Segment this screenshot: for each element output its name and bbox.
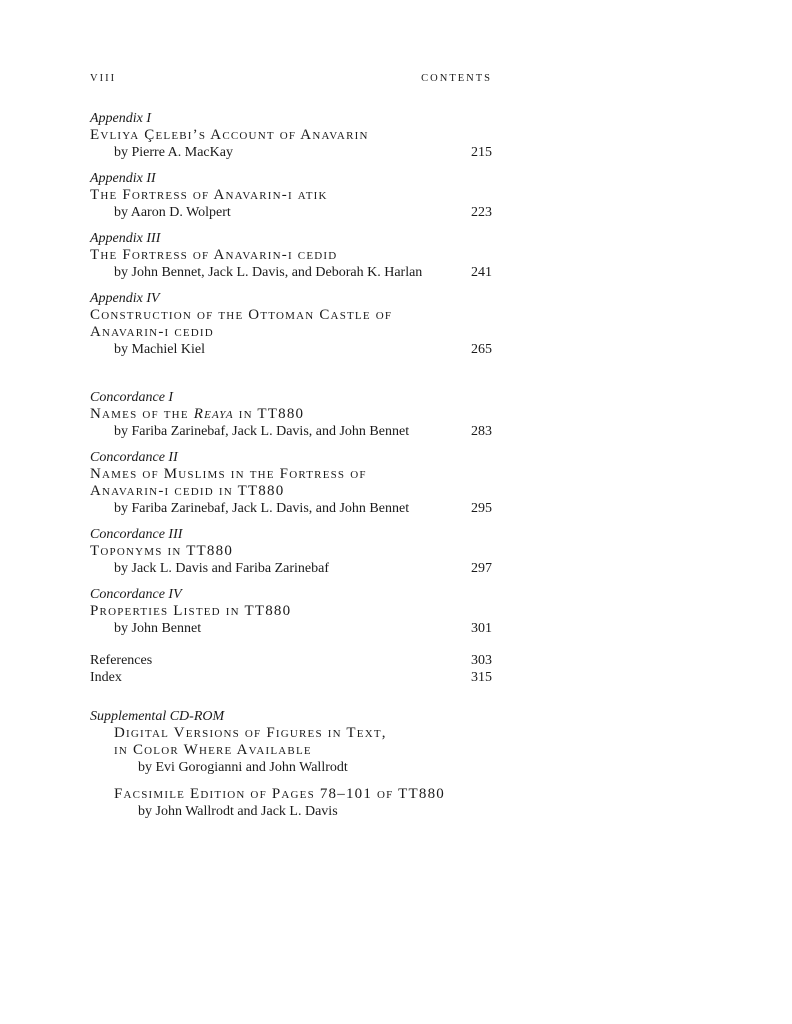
supplement-item-title-line-2: in Color Where Available	[114, 742, 312, 758]
entry-title-line-2: Anavarin-i cedid in TT880	[90, 483, 285, 499]
table-of-contents	[90, 110, 492, 830]
entry-title-line-1: Names of Muslims in the Fortress of	[90, 466, 367, 482]
toc-entry-appendix-1	[90, 110, 492, 161]
running-head	[90, 73, 492, 87]
entry-label: Appendix IV	[90, 291, 160, 306]
entry-label: Concordance II	[90, 450, 178, 465]
supplement-item	[90, 786, 492, 820]
toc-entry-concordance-2	[90, 449, 492, 517]
toc-entry-references	[90, 652, 492, 669]
entry-label: Concordance I	[90, 390, 174, 405]
entry-label: Index	[90, 670, 122, 685]
page-number: 315	[471, 670, 492, 685]
entry-byline	[90, 264, 492, 281]
entry-title: Evliya Çelebi’s Account of Anavarin	[90, 127, 369, 143]
toc-entry-index	[90, 669, 492, 686]
supplement-item	[90, 725, 492, 776]
entry-title-line-1: Construction of the Ottoman Castle of	[90, 307, 393, 323]
entry-byline	[90, 620, 492, 637]
entry-label: Appendix I	[90, 111, 152, 126]
entry-byline	[90, 341, 492, 358]
byline-text: by John Bennet	[114, 621, 202, 636]
byline-text: by John Bennet, Jack L. Davis, and Deborah K. Harlan	[114, 265, 423, 280]
byline-text: by Machiel Kiel	[114, 342, 205, 357]
page-number: 215	[471, 145, 492, 160]
entry-title: The Fortress of Anavarin-i atik	[90, 187, 328, 203]
entry-byline	[90, 144, 492, 161]
toc-entry-appendix-2	[90, 170, 492, 221]
entry-label: Concordance III	[90, 527, 183, 542]
byline-text: by Fariba Zarinebaf, Jack L. Davis, and John Bennet	[114, 501, 410, 516]
toc-entry-concordance-3	[90, 526, 492, 577]
entry-label: Appendix II	[90, 171, 156, 186]
page-number: 283	[471, 424, 492, 439]
page-number: 265	[471, 342, 492, 357]
byline-text: by Fariba Zarinebaf, Jack L. Davis, and John Bennet	[114, 424, 410, 439]
toc-entry-concordance-1	[90, 389, 492, 440]
byline-text: by Jack L. Davis and Fariba Zarinebaf	[114, 561, 329, 576]
supplement-item-byline: by Evi Gorogianni and John Wallrodt	[138, 760, 348, 775]
supplement-title: Supplemental CD-ROM	[90, 709, 225, 724]
title-emphasis: Reaya	[193, 406, 234, 422]
supplement-item-byline: by John Wallrodt and Jack L. Davis	[138, 804, 338, 819]
section-gap	[90, 367, 492, 389]
entry-byline	[90, 560, 492, 577]
page-number: 297	[471, 561, 492, 576]
byline-text: by Pierre A. MacKay	[114, 145, 233, 160]
entry-title: The Fortress of Anavarin-i cedid	[90, 247, 338, 263]
supplement-item-title-line-1: Digital Versions of Figures in Text,	[114, 725, 387, 741]
running-title: CONTENTS	[421, 73, 492, 84]
entry-label: References	[90, 653, 153, 668]
entry-label: Appendix III	[90, 231, 161, 246]
toc-entry-appendix-3	[90, 230, 492, 281]
entry-title: Properties Listed in TT880	[90, 603, 292, 619]
title-post: in TT880	[233, 406, 305, 422]
page-number: 303	[471, 653, 492, 668]
byline-text: by Aaron D. Wolpert	[114, 205, 231, 220]
toc-entry-concordance-4	[90, 586, 492, 637]
entry-title-line-2: Anavarin-i cedid	[90, 324, 214, 340]
entry-byline	[90, 423, 492, 440]
entry-byline	[90, 204, 492, 221]
entry-title	[90, 406, 492, 423]
page-number: 295	[471, 501, 492, 516]
entry-byline	[90, 500, 492, 517]
entry-title: Toponyms in TT880	[90, 543, 234, 559]
title-pre: Names of the	[90, 406, 194, 422]
supplement-item-title: Facsimile Edition of Pages 78–101 of TT880	[114, 786, 445, 802]
page-number: 301	[471, 621, 492, 636]
page-number: 241	[471, 265, 492, 280]
section-gap	[90, 686, 492, 708]
toc-entry-appendix-4	[90, 290, 492, 358]
entry-label: Concordance IV	[90, 587, 182, 602]
page-folio: VIII	[90, 73, 117, 84]
page-number: 223	[471, 205, 492, 220]
